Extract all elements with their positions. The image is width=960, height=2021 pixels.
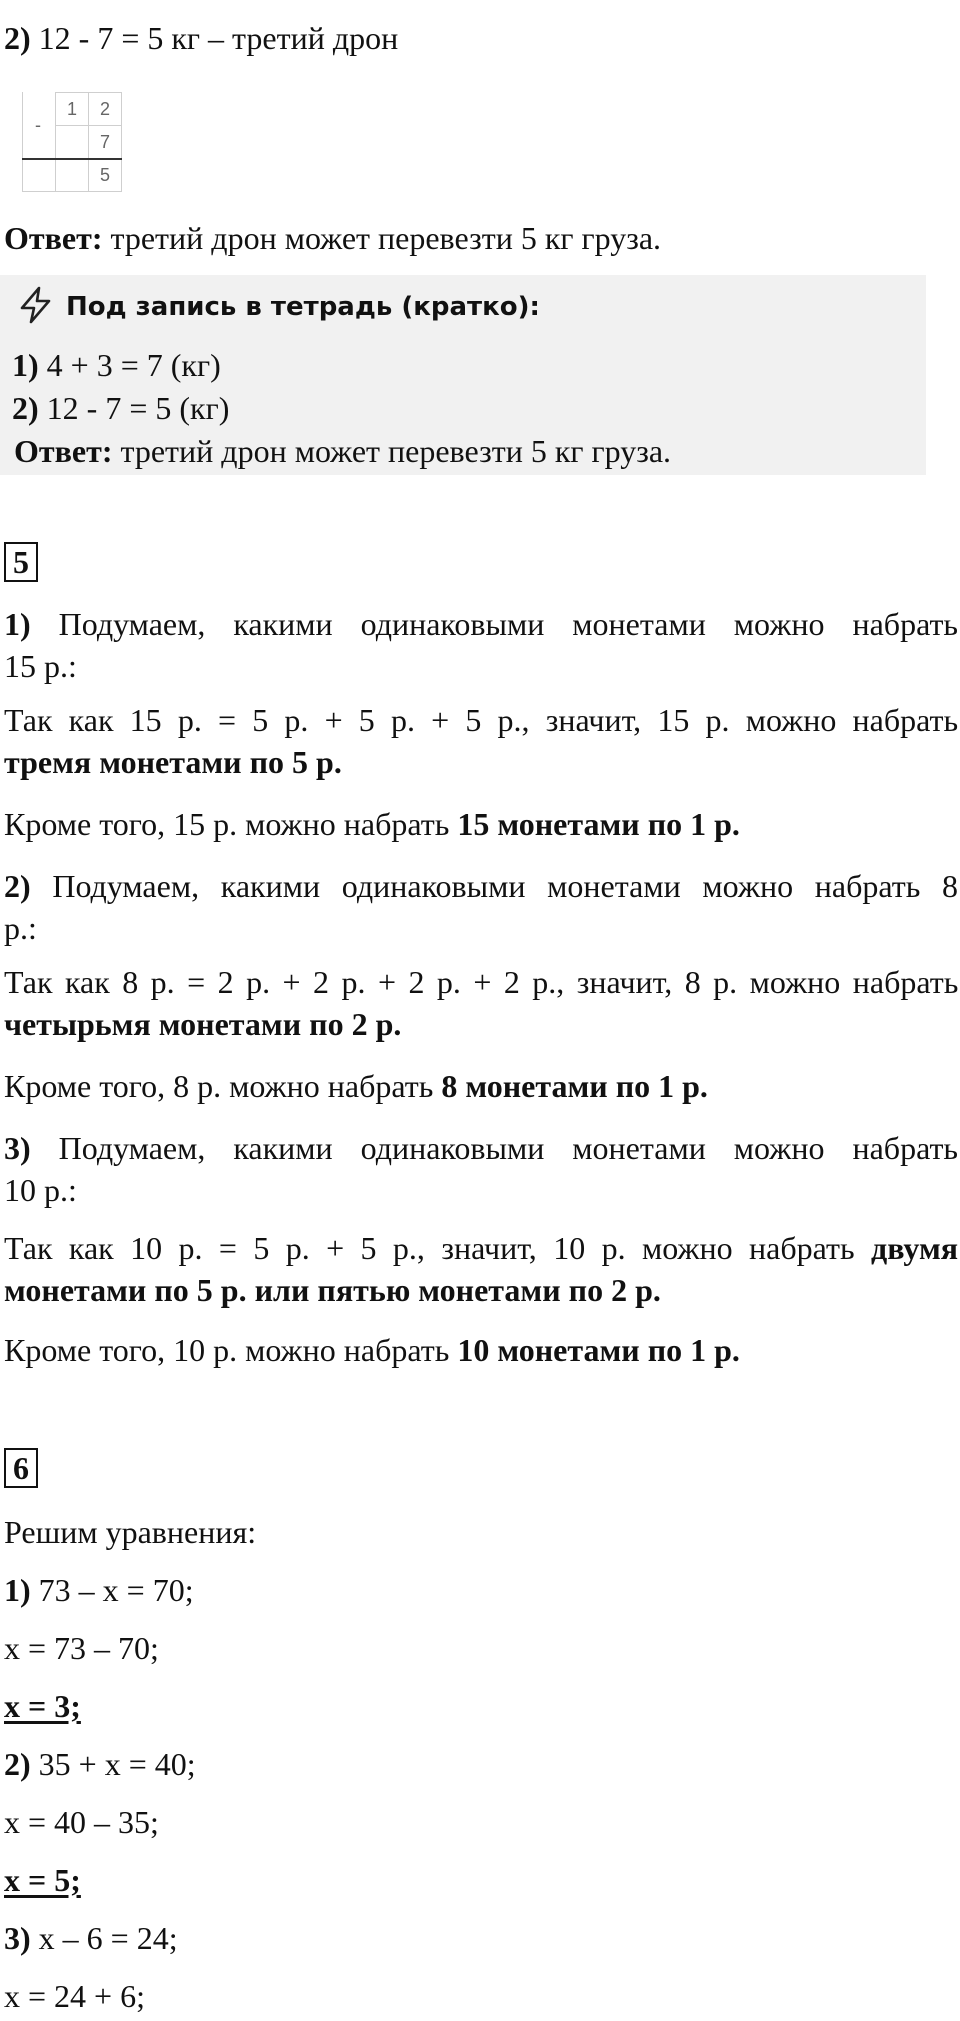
text: Кроме того, 15 р. можно набрать xyxy=(4,806,458,842)
note-step-number: 2) xyxy=(12,390,39,426)
word: р., xyxy=(497,702,530,738)
word: набрать xyxy=(852,702,959,738)
item-number: 1) xyxy=(4,1572,31,1608)
word: р. xyxy=(177,702,202,738)
word: 5 xyxy=(252,702,269,738)
text: Кроме того, 10 р. можно набрать xyxy=(4,1332,458,1368)
word: можно xyxy=(745,702,837,738)
word: 15 xyxy=(129,702,162,738)
grid-digit xyxy=(56,126,88,158)
word: монетами xyxy=(547,868,681,904)
task5-p5-line2: четырьмя монетами по 2 р. xyxy=(4,1006,402,1042)
word: р., xyxy=(392,1230,425,1266)
grid-digit: 2 xyxy=(99,99,110,119)
task5-p2-line1 xyxy=(4,700,958,740)
task-number-box: 6 xyxy=(4,1448,38,1488)
word: Подумаем, xyxy=(52,868,200,904)
equation-1-step: x = 73 – 70; xyxy=(4,1630,159,1666)
note-step-number: 1) xyxy=(12,347,39,383)
item-number: 2) xyxy=(4,1746,31,1782)
answer-line xyxy=(4,218,661,258)
text: Кроме того, 8 р. можно набрать xyxy=(4,1068,442,1104)
word: какими xyxy=(233,606,333,642)
word: р. xyxy=(705,702,730,738)
word: р. xyxy=(436,964,461,1000)
note-title: Под запись в тетрадь (кратко): xyxy=(66,292,540,322)
word: набрать xyxy=(814,868,921,904)
word: можно xyxy=(749,964,841,1000)
word: 8 xyxy=(942,868,959,904)
subtraction-grid xyxy=(22,92,122,192)
equation-text: 35 + x = 40; xyxy=(30,1746,196,1782)
item-number: 2) xyxy=(4,868,31,904)
item-number: 1) xyxy=(4,606,31,642)
word: 5 xyxy=(360,1230,377,1266)
word: = xyxy=(218,1230,237,1266)
step-2-line xyxy=(4,18,398,58)
word: как xyxy=(68,1230,114,1266)
word: + xyxy=(282,964,301,1000)
bold-text: 10 монетами по 1 р. xyxy=(457,1332,740,1368)
task5-p4-line1 xyxy=(4,866,958,906)
word: Подумаем, xyxy=(58,606,206,642)
word: монетами xyxy=(572,1130,706,1166)
word: можно xyxy=(733,1130,825,1166)
equation-text: x – 6 = 24; xyxy=(30,1920,178,1956)
word: значит, xyxy=(441,1230,537,1266)
item-number: 3) xyxy=(4,1920,31,1956)
word: 10 xyxy=(553,1230,586,1266)
task5-p1-line1 xyxy=(4,604,958,644)
minus-sign: - xyxy=(35,115,41,135)
word: значит, xyxy=(545,702,642,738)
word: р. xyxy=(150,964,175,1000)
word: 2 xyxy=(408,964,425,1000)
word: 15 xyxy=(657,702,690,738)
word: набрать xyxy=(852,964,959,1000)
word: 8 xyxy=(122,964,139,1000)
word: можно xyxy=(733,606,825,642)
word: + xyxy=(377,964,396,1000)
word: 2 xyxy=(217,964,234,1000)
word: 5 xyxy=(465,702,482,738)
word: = xyxy=(218,702,237,738)
word: 5 xyxy=(358,702,375,738)
word: одинаковыми xyxy=(360,606,545,642)
word: Так xyxy=(4,1230,53,1266)
task5-p3 xyxy=(4,804,740,844)
equation-1-answer: x = 3; xyxy=(4,1688,81,1724)
word: р., xyxy=(532,964,565,1000)
word: р. xyxy=(601,1230,626,1266)
word: р. xyxy=(246,964,271,1000)
word: 2 xyxy=(503,964,520,1000)
grid-digit: 7 xyxy=(99,132,110,152)
word: набрать xyxy=(852,606,959,642)
word: монетами xyxy=(572,606,706,642)
task5-p5-line1 xyxy=(4,962,958,1002)
note-answer xyxy=(14,431,671,471)
word: = xyxy=(187,964,206,1000)
word: какими xyxy=(233,1130,333,1166)
note-answer-text: третий дрон может перевезти 5 кг груза. xyxy=(112,433,672,469)
note-step-text: 12 - 7 = 5 (кг) xyxy=(38,390,230,426)
task5-p2-line2: тремя монетами по 5 р. xyxy=(4,744,342,780)
grid-digit: 5 xyxy=(99,165,110,185)
word: + xyxy=(324,702,343,738)
task5-p4-line2: р.: xyxy=(4,910,37,946)
step-text: 12 - 7 = 5 кг – третий дрон xyxy=(30,20,399,56)
word: + xyxy=(473,964,492,1000)
grid-digit: 1 xyxy=(66,99,77,119)
word: 10 xyxy=(130,1230,163,1266)
task6-intro: Решим уравнения: xyxy=(4,1514,257,1550)
equation-2-step: x = 40 – 35; xyxy=(4,1804,159,1840)
word: одинаковыми xyxy=(360,1130,545,1166)
word: р. xyxy=(341,964,366,1000)
word: как xyxy=(68,702,114,738)
equation-3 xyxy=(4,1918,178,1958)
word: 8 xyxy=(684,964,701,1000)
lightning-icon xyxy=(16,285,56,330)
word: значит, xyxy=(576,964,673,1000)
word: Так xyxy=(4,964,53,1000)
word: как xyxy=(64,964,110,1000)
task5-p8-line2: монетами по 5 р. или пятью монетами по 2 р. xyxy=(4,1272,661,1308)
word: р. xyxy=(285,1230,310,1266)
word: набрать xyxy=(852,1130,959,1166)
equation-2 xyxy=(4,1744,196,1784)
word: какими xyxy=(220,868,321,904)
word: р. xyxy=(713,964,738,1000)
word: р. xyxy=(178,1230,203,1266)
word: Так xyxy=(4,702,53,738)
task5-p6 xyxy=(4,1066,708,1106)
note-step-text: 4 + 3 = 7 (кг) xyxy=(38,347,221,383)
task5-p7-line1 xyxy=(4,1128,958,1168)
equation-text: 73 – x = 70; xyxy=(30,1572,194,1608)
equation-3-step: x = 24 + 6; xyxy=(4,1978,145,2014)
note-line-1 xyxy=(12,345,221,385)
grid-digit xyxy=(56,159,88,191)
equation-2-answer: x = 5; xyxy=(4,1862,81,1898)
word: + xyxy=(326,1230,345,1266)
word: одинаковыми xyxy=(341,868,526,904)
note-header xyxy=(16,285,540,329)
word: + xyxy=(431,702,450,738)
note-answer-label: Ответ: xyxy=(14,433,113,469)
equation-1 xyxy=(4,1570,194,1610)
word: 2 xyxy=(313,964,330,1000)
task5-p8-line1 xyxy=(4,1228,958,1268)
bold-text: 8 монетами по 1 р. xyxy=(441,1068,708,1104)
bold-word: двумя xyxy=(871,1230,959,1266)
word: р. xyxy=(390,702,415,738)
answer-label: Ответ: xyxy=(4,220,103,256)
task5-p7-line2: 10 р.: xyxy=(4,1172,77,1208)
word: р. xyxy=(284,702,309,738)
task5-p9 xyxy=(4,1330,740,1370)
task5-p1-line2: 15 р.: xyxy=(4,648,77,684)
word: набрать xyxy=(749,1230,855,1266)
task-number-box: 5 xyxy=(4,542,38,582)
bold-text: 15 монетами по 1 р. xyxy=(457,806,740,842)
step-number: 2) xyxy=(4,20,31,56)
answer-text: третий дрон может перевезти 5 кг груза. xyxy=(102,220,662,256)
item-number: 3) xyxy=(4,1130,31,1166)
word: Подумаем, xyxy=(58,1130,206,1166)
word: можно xyxy=(641,1230,733,1266)
note-line-2 xyxy=(12,388,229,428)
word: 5 xyxy=(253,1230,270,1266)
notebook-note-box xyxy=(0,275,926,475)
word: можно xyxy=(702,868,794,904)
